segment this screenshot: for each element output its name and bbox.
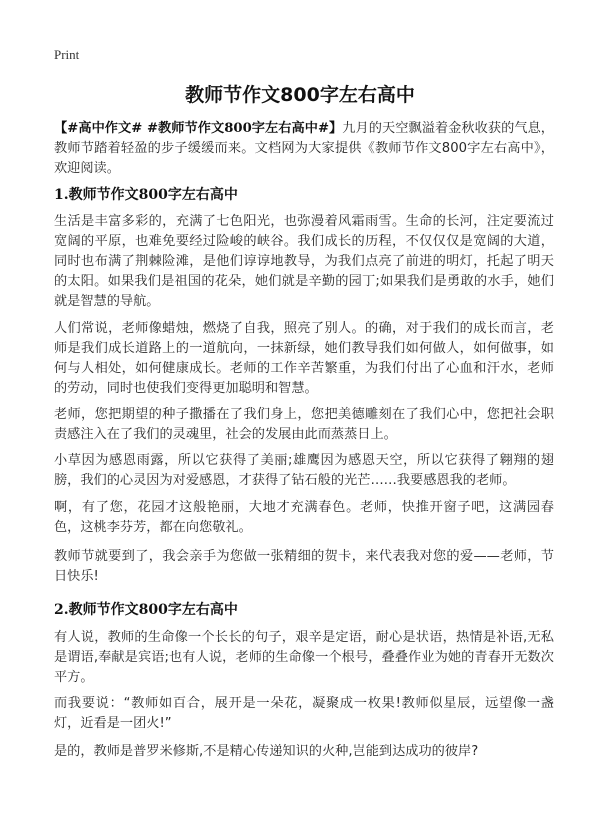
section-1-paragraph-1: 生活是丰富多彩的，充满了七色阳光，也弥漫着风霜雨雪。生命的长河，注定要流过宽阔的平原，也难免要经过险峻的峡谷。我们成长的历程，不仅仅仅是宽阔的大道，同时也布满了荆棘险滩，是他们谆谆地教导，为我们点亮了前进的明灯，托起了明天的太阳。如果我们是祖国的花朵，她们就是辛勤的园丁;如果我们是勇敢的水手，她们就是智慧的导航。 xyxy=(54,214,554,309)
section-2-paragraph-2: 而我要说：“教师如百合，展开是一朵花，凝聚成一枚果!教师似星辰，远望像一盏灯，近看是一团火!” xyxy=(54,696,554,731)
section-1-paragraph-3: 老师，您把期望的种子撒播在了我们身上，您把美德雕刻在了我们心中，您把社会职责感注入在了我们的灵魂里，社会的发展由此而蒸蒸日上。 xyxy=(54,407,554,442)
section-1-paragraph-4: 小草因为感恩雨露，所以它获得了美丽;雄鹰因为感恩天空，所以它获得了翱翔的翅膀，我们的心灵因为对爱感恩，才获得了钻石般的光芒……我要感恩我的老师。 xyxy=(54,453,554,488)
section-1-paragraph-2: 人们常说，老师像蜡烛，燃烧了自我，照亮了别人。的确，对于我们的成长而言，老师是我们成长道路上的一道航向，一抹新绿，她们教导我们如何做人，如何做事，如何与人相处，如何健康成长。老师的工作辛苦繁重，为我们付出了心血和汗水，老师的劳动，同时也使我们变得更加聪明和智慧。 xyxy=(54,321,554,396)
section-2-paragraph-1: 有人说，教师的生命像一个长长的句子，艰辛是定语，耐心是状语，热情是补语,无私是谓语,奉献是宾语;也有人说，老师的生命像一个根号，叠叠作业为她的青春开无数次平方。 xyxy=(54,630,554,685)
intro-text: 九月的天空飘溢着金秋收获的气息，教师节踏着轻盈的步子缓缓而来。文档网为大家提供《教师节作文800字左右高中》，欢迎阅读。 xyxy=(54,121,554,176)
section-1-paragraph-5: 啊，有了您，花园才这般艳丽，大地才充满春色。老师，快推开窗子吧，这满园春色，这桃李芬芳，都在向您敬礼。 xyxy=(54,500,554,535)
section-2-paragraph-3: 是的，教师是普罗米修斯,不是精心传递知识的火种,岂能到达成功的彼岸? xyxy=(54,744,479,759)
article-title: 教师节作文800字左右高中 xyxy=(185,84,415,106)
print-link[interactable]: Print xyxy=(54,47,80,62)
intro-paragraph xyxy=(54,119,554,179)
intro-tag: 【#高中作文# #教师节作文800字左右高中#】 xyxy=(54,121,343,136)
section-2-heading: 2.教师节作文800字左右高中 xyxy=(54,602,238,618)
section-1-heading: 1.教师节作文800字左右高中 xyxy=(54,187,238,203)
section-1-paragraph-6: 教师节就要到了，我会亲手为您做一张精细的贺卡，来代表我对您的爱——老师，节日快乐! xyxy=(54,549,554,584)
